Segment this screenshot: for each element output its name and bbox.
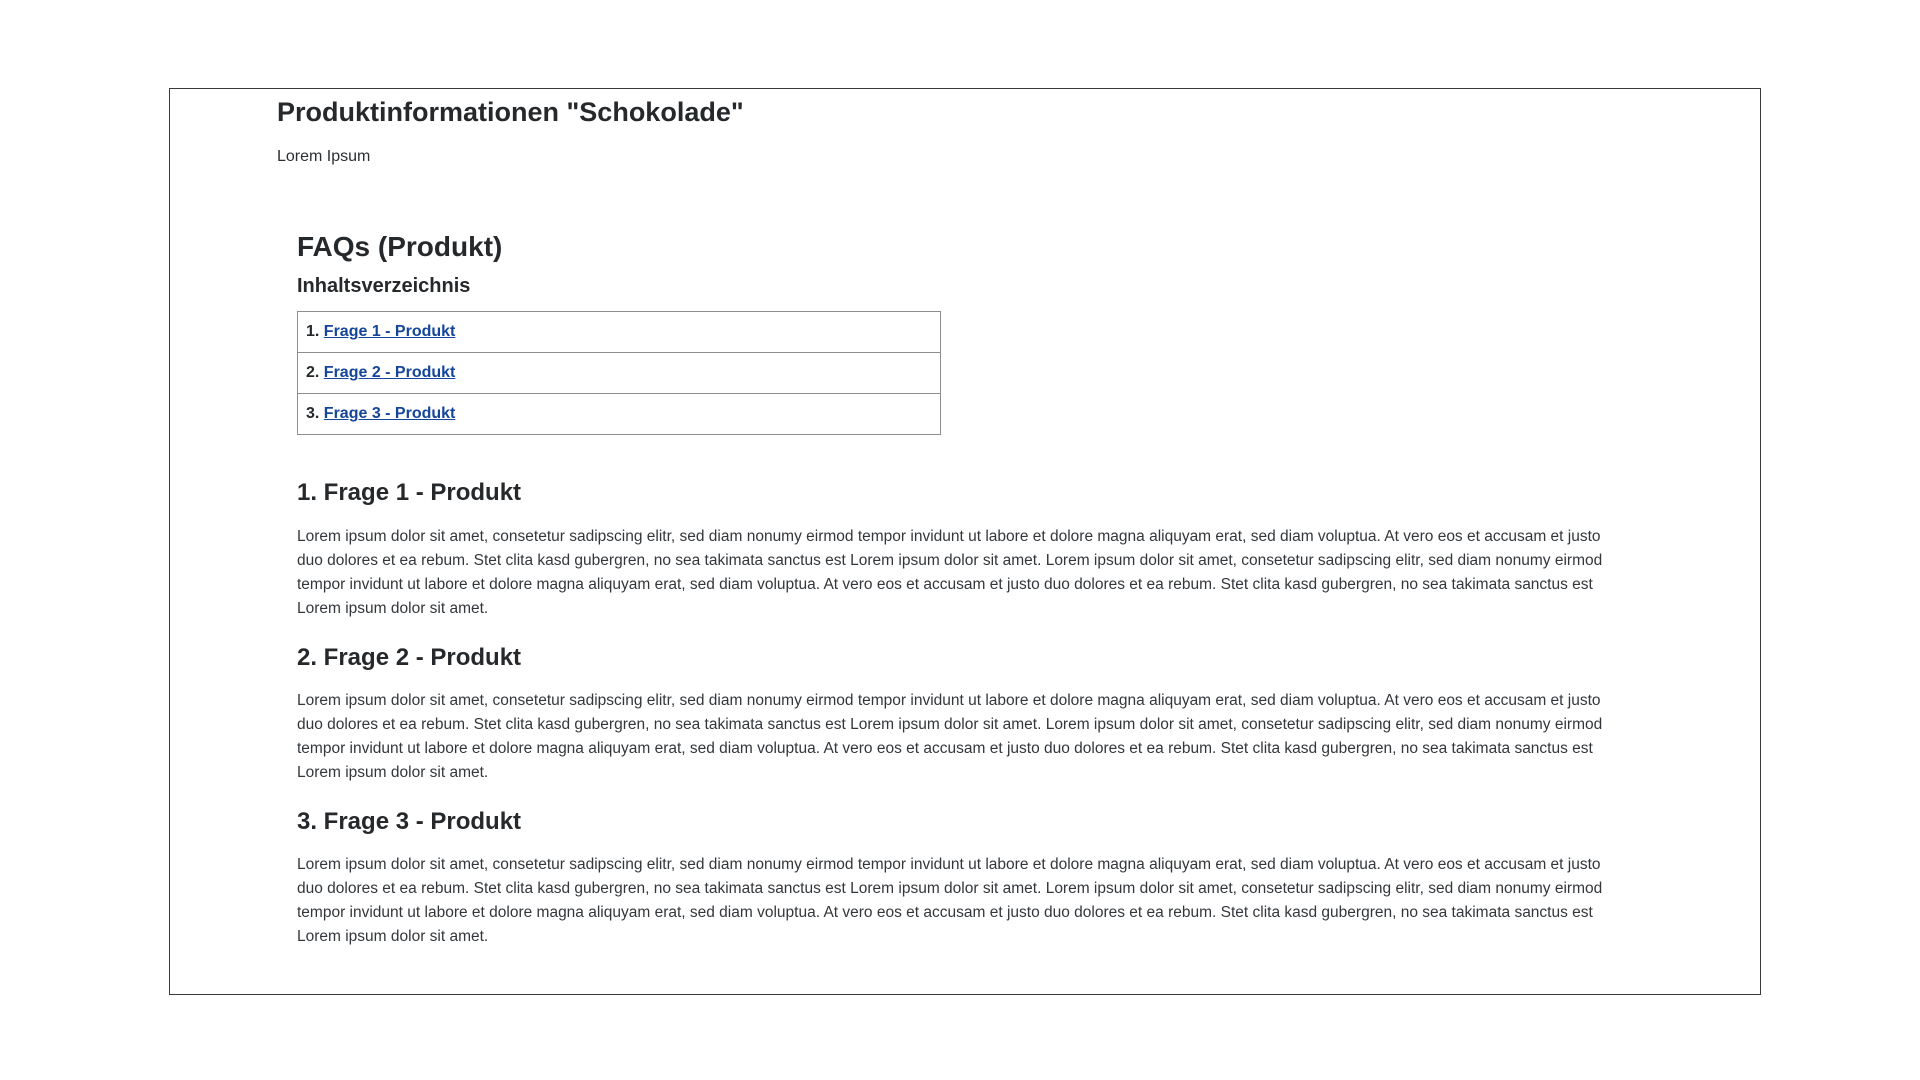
section-body-frage-2: Lorem ipsum dolor sit amet, consetetur sadipscing elitr, sed diam nonumy eirmod tempor invidunt ut labore et dolore magna aliquyam erat, sed diam voluptua. At vero eos et accusam et justo duo dolores et ea rebum. Stet clita kasd gubergren, no sea takimata sanctus est Lorem ipsum dolor sit amet. Lorem ipsum dolor sit amet, consetetur sadipscing elitr, sed diam nonumy eirmod tempor invidunt ut labore et dolore magna aliquyam erat, sed diam voluptua. At vero eos et accusam et justo duo dolores et ea rebum. Stet clita kasd gubergren, no sea takimata sanctus est Lorem ipsum dolor sit amet. [297,691,1603,781]
toc-number: 2. [306,364,320,382]
toc-cell [298,394,941,435]
section-heading-frage-2: 2. Frage 2 - Produkt [297,643,522,671]
faq-heading: FAQs (Produkt) [297,231,503,262]
section-body-frage-3: Lorem ipsum dolor sit amet, consetetur sadipscing elitr, sed diam nonumy eirmod tempor invidunt ut labore et dolore magna aliquyam erat, sed diam voluptua. At vero eos et accusam et justo duo dolores et ea rebum. Stet clita kasd gubergren, no sea takimata sanctus est Lorem ipsum dolor sit amet. Lorem ipsum dolor sit amet, consetetur sadipscing elitr, sed diam nonumy eirmod tempor invidunt ut labore et dolore magna aliquyam erat, sed diam voluptua. At vero eos et accusam et justo duo dolores et ea rebum. Stet clita kasd gubergren, no sea takimata sanctus est Lorem ipsum dolor sit amet. [297,855,1603,945]
section-heading-frage-1: 1. Frage 1 - Produkt [297,479,522,507]
table-of-contents [297,311,941,435]
page-subtitle: Lorem Ipsum [277,148,371,165]
toc-row [298,394,941,435]
toc-cell [298,312,941,353]
toc-number: 3. [306,405,320,423]
page-frame [169,88,1761,995]
toc-cell [298,353,941,394]
toc-link-frage-3[interactable]: Frage 3 - Produkt [323,405,456,423]
toc-link-frage-1[interactable]: Frage 1 - Produkt [323,323,456,341]
toc-number: 1. [306,323,320,341]
toc-link-frage-2[interactable]: Frage 2 - Produkt [323,364,456,382]
toc-row [298,312,941,353]
toc-heading: Inhaltsverzeichnis [297,275,471,298]
page-title: Produktinformationen "Schokolade" [277,97,744,127]
section-heading-frage-3: 3. Frage 3 - Produkt [297,807,522,835]
faq-content [297,229,1627,949]
toc-row [298,353,941,394]
section-body-frage-1: Lorem ipsum dolor sit amet, consetetur sadipscing elitr, sed diam nonumy eirmod tempor invidunt ut labore et dolore magna aliquyam erat, sed diam voluptua. At vero eos et accusam et justo duo dolores et ea rebum. Stet clita kasd gubergren, no sea takimata sanctus est Lorem ipsum dolor sit amet. Lorem ipsum dolor sit amet, consetetur sadipscing elitr, sed diam nonumy eirmod tempor invidunt ut labore et dolore magna aliquyam erat, sed diam voluptua. At vero eos et accusam et justo duo dolores et ea rebum. Stet clita kasd gubergren, no sea takimata sanctus est Lorem ipsum dolor sit amet. [297,527,1603,617]
